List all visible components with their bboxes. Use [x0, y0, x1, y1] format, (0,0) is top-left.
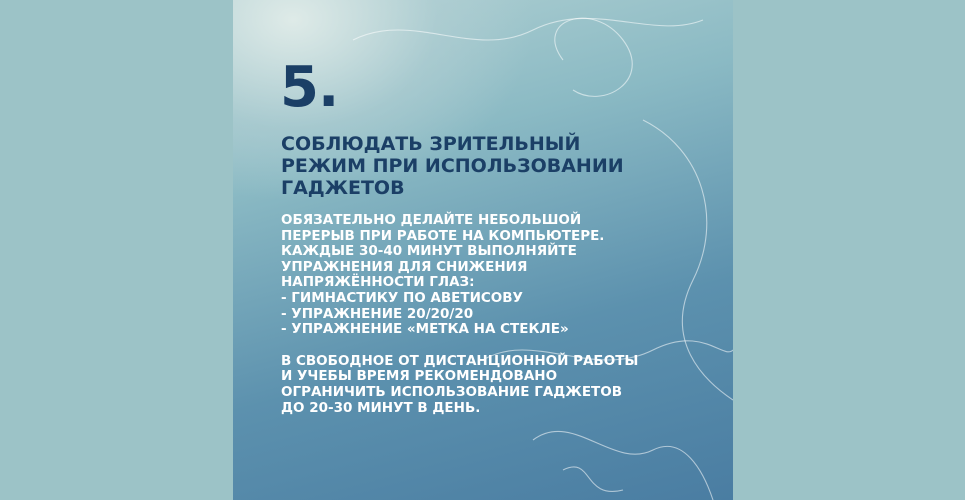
step-number: 5.: [280, 55, 339, 120]
exercise-list-item: - ГИМНАСТИКУ ПО АВЕТИСОВУ: [281, 289, 523, 306]
paragraph-line: ОБЯЗАТЕЛЬНО ДЕЛАЙТЕ НЕБОЛЬШОЙ: [281, 212, 582, 228]
paragraph-line: ДО 20-30 МИНУТ В ДЕНЬ.: [281, 399, 481, 416]
heading-line: СОБЛЮДАТЬ ЗРИТЕЛЬНЫЙ: [281, 133, 581, 155]
swirl-line-bottom: [533, 431, 713, 500]
paragraph-line: КАЖДЫЕ 30-40 МИНУТ ВЫПОЛНЯЙТЕ: [281, 243, 577, 260]
paragraph-line: ПЕРЕРЫВ ПРИ РАБОТЕ НА КОМПЬЮТЕРЕ.: [281, 227, 605, 244]
paragraph-line: И УЧЕБЫ ВРЕМЯ РЕКОМЕНДОВАНО: [281, 368, 558, 385]
step-body: [281, 213, 711, 416]
heading-line: ГАДЖЕТОВ: [281, 177, 405, 199]
paragraph-line: УПРАЖНЕНИЯ ДЛЯ СНИЖЕНИЯ: [281, 258, 528, 275]
paragraph-spacer: [281, 338, 711, 354]
swirl-line-loop: [555, 18, 632, 96]
exercise-list-item: - УПРАЖНЕНИЕ 20/20/20: [281, 305, 474, 322]
exercise-list-item: - УПРАЖНЕНИЕ «МЕТКА НА СТЕКЛЕ»: [281, 321, 569, 338]
paragraph-line: НАПРЯЖЁННОСТИ ГЛАЗ:: [281, 274, 475, 291]
heading-line: РЕЖИМ ПРИ ИСПОЛЬЗОВАНИИ: [281, 155, 624, 177]
info-card: [233, 0, 733, 500]
swirl-line-top: [353, 18, 703, 40]
paragraph-line: ОГРАНИЧИТЬ ИСПОЛЬЗОВАНИЕ ГАДЖЕТОВ: [281, 383, 623, 400]
paragraph-line: В СВОБОДНОЕ ОТ ДИСТАНЦИОННОЙ РАБОТЫ: [281, 352, 639, 369]
step-heading: [281, 133, 701, 199]
swirl-line-lower-left: [563, 467, 623, 492]
